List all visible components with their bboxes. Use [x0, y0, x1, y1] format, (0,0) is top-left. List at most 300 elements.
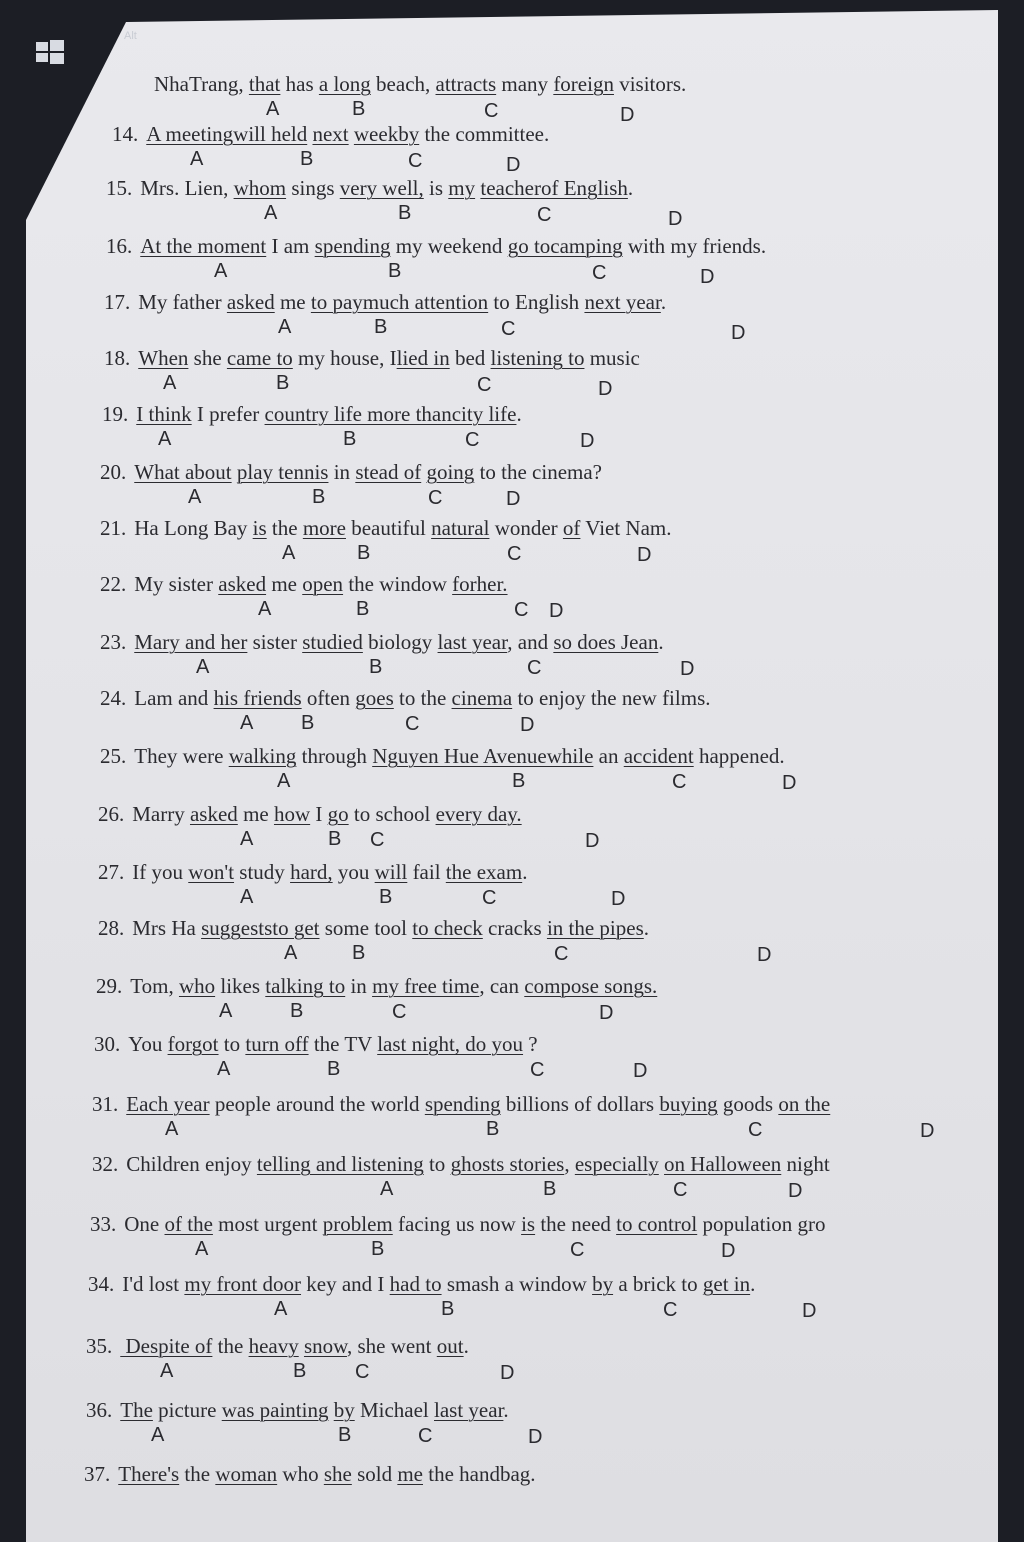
option-letter-a: A [240, 712, 254, 734]
text-segment: picture [152, 1398, 222, 1422]
text-segment: you [332, 860, 375, 884]
text-segment: One [124, 1212, 165, 1236]
text-segment: to enjoy the new films. [512, 686, 711, 710]
text-segment: through [296, 744, 373, 768]
text-segment: . [503, 1398, 509, 1422]
option-letter-d: D [528, 1425, 543, 1448]
text-segment: music [584, 346, 640, 370]
underlined-segment: last year [434, 1398, 504, 1422]
text-segment: Michael [354, 1398, 435, 1422]
underlined-segment: cinema [451, 686, 513, 710]
text-segment: Ha Long Bay [134, 516, 253, 540]
text-segment: , can [479, 974, 525, 998]
option-letter-a: A [240, 828, 254, 850]
text-segment: to school [348, 802, 436, 826]
option-letter-d: D [788, 1179, 803, 1202]
option-letter-c: C [554, 942, 569, 965]
question-line [86, 1334, 469, 1358]
option-letter-d: D [782, 771, 797, 794]
question-number: 31. [92, 1092, 119, 1116]
option-letter-b: B [486, 1118, 500, 1140]
underlined-segment: play tennis [236, 460, 329, 484]
underlined-segment: every day. [435, 802, 522, 826]
option-letter-a: A [195, 1238, 209, 1260]
option-letter-d: D [721, 1239, 736, 1262]
underlined-segment: walking [228, 744, 297, 768]
option-letter-d: D [599, 1001, 614, 1024]
option-letter-d: D [700, 266, 715, 288]
underlined-segment: What about [134, 460, 232, 484]
underlined-segment: hard, [290, 860, 333, 884]
text-segment: has [280, 72, 319, 96]
underlined-segment: accident [623, 744, 694, 768]
option-letter-b: B [374, 316, 388, 338]
underlined-segment: by [333, 1398, 355, 1422]
underlined-segment: had to [389, 1272, 442, 1296]
text-segment: . [627, 176, 634, 200]
option-letter-a: A [217, 1058, 231, 1080]
underlined-segment: to control [616, 1212, 698, 1236]
underlined-segment: lied in [396, 346, 450, 370]
underlined-segment: of [562, 516, 581, 540]
option-letter-a: A [151, 1424, 165, 1446]
text-segment: beautiful [345, 516, 432, 540]
text-segment: the committee. [419, 122, 550, 146]
text-segment: Mrs Ha [132, 916, 202, 940]
option-letter-c: C [748, 1118, 763, 1141]
option-letter-c: C [428, 486, 443, 509]
text-segment: Viet Nam. [580, 516, 672, 540]
text-segment: facing us now [392, 1212, 522, 1236]
text-segment: . [660, 290, 667, 314]
underlined-segment: so does Jean [553, 630, 659, 654]
text-segment: My sister [134, 572, 219, 596]
question-line [104, 290, 666, 314]
option-letter-c: C [484, 100, 499, 122]
option-letter-d: D [633, 1059, 648, 1082]
question-line [100, 516, 672, 540]
option-letter-d: D [580, 429, 595, 452]
text-segment: sold [351, 1462, 398, 1486]
underlined-segment: go [327, 802, 349, 826]
text-segment: population gro [697, 1212, 826, 1236]
text-segment: bed [449, 346, 491, 370]
question-number: 29. [96, 974, 123, 998]
option-letter-a: A [277, 770, 291, 792]
text-segment: study [234, 860, 291, 884]
text-segment: biology [362, 630, 438, 654]
text-segment: . [522, 860, 528, 884]
underlined-segment: especially [574, 1152, 659, 1176]
text-segment: to the [393, 686, 452, 710]
option-letter-d: D [611, 887, 626, 910]
question-number: 18. [104, 346, 131, 370]
underlined-segment: studied [302, 630, 363, 654]
question-number: 34. [88, 1272, 115, 1296]
option-letter-b: B [301, 712, 315, 734]
text-segment: a brick to [613, 1272, 703, 1296]
option-letter-d: D [506, 154, 521, 176]
text-segment: the [179, 1462, 216, 1486]
alt-key-label: Alt [124, 30, 137, 42]
underlined-segment: attracts [435, 72, 497, 96]
text-segment: me [237, 802, 274, 826]
text-segment: . [643, 916, 650, 940]
question-number: 20. [100, 460, 127, 484]
underlined-segment: spending [424, 1092, 501, 1116]
option-letter-c: C [592, 262, 607, 284]
text-segment: night [781, 1152, 830, 1176]
text-segment: sings [286, 176, 340, 200]
text-segment: NhaTrang, [154, 72, 249, 96]
option-letter-a: A [165, 1118, 179, 1140]
underlined-segment: to check [412, 916, 483, 940]
text-segment: to [218, 1032, 246, 1056]
text-segment: who [277, 1462, 324, 1486]
text-segment: I'd lost [122, 1272, 185, 1296]
option-letter-b: B [369, 656, 383, 678]
question-number: 30. [94, 1032, 121, 1056]
question-line [86, 1398, 509, 1422]
option-letter-b: B [328, 828, 342, 850]
question-line [92, 1152, 830, 1176]
underlined-segment: my free time [372, 974, 480, 998]
question-line [100, 460, 602, 484]
question-number: 36. [86, 1398, 113, 1422]
option-letter-c: C [465, 428, 480, 451]
underlined-segment: suggeststo get [201, 916, 320, 940]
text-segment: with my friends. [622, 234, 767, 258]
text-segment: key and I [301, 1272, 390, 1296]
question-line [104, 346, 640, 370]
text-segment: is [423, 176, 449, 200]
option-letter-d: D [620, 104, 635, 126]
option-letter-d: D [520, 713, 535, 736]
question-number: 19. [102, 402, 129, 426]
question-number: 27. [98, 860, 125, 884]
underlined-segment: heavy [248, 1334, 299, 1358]
option-letter-c: C [370, 828, 385, 851]
underlined-segment: whom [233, 176, 287, 200]
text-segment: to the cinema? [474, 460, 603, 484]
text-segment: , [564, 1152, 575, 1176]
question-line [106, 176, 633, 200]
text-segment: to English [488, 290, 585, 314]
underlined-segment: teacherof English [480, 176, 628, 200]
underlined-segment: she [323, 1462, 352, 1486]
option-letter-d: D [802, 1299, 817, 1322]
question-number: 24. [100, 686, 127, 710]
text-segment: she [188, 346, 227, 370]
text-segment: I prefer [191, 402, 265, 426]
underlined-segment: The [120, 1398, 153, 1422]
option-letter-b: B [371, 1238, 385, 1260]
option-letter-c: C [405, 712, 420, 735]
question-line [112, 122, 549, 146]
option-letter-a: A [264, 202, 278, 224]
underlined-segment: last year [437, 630, 508, 654]
text-segment: the [266, 516, 303, 540]
underlined-segment: talking to [265, 974, 346, 998]
underlined-segment: that [248, 72, 281, 96]
question-number: 15. [106, 176, 133, 200]
underlined-segment: forher. [452, 572, 508, 596]
question-line [98, 916, 649, 940]
text-segment: They were [134, 744, 229, 768]
question-number: 14. [112, 122, 139, 146]
text-segment: I [310, 802, 328, 826]
underlined-segment: There's [118, 1462, 180, 1486]
underlined-segment: next year [584, 290, 661, 314]
option-letter-a: A [188, 486, 202, 508]
question-number: 16. [106, 234, 133, 258]
option-letter-b: B [312, 486, 326, 508]
text-segment: If you [132, 860, 189, 884]
option-letter-d: D [598, 378, 613, 400]
option-letter-d: D [757, 943, 772, 966]
text-segment: the TV [308, 1032, 378, 1056]
underlined-segment: who [178, 974, 216, 998]
option-letter-c: C [673, 1178, 688, 1201]
question-number: 37. [84, 1462, 111, 1486]
text-segment: many [496, 72, 554, 96]
question-line [102, 402, 522, 426]
question-number: 21. [100, 516, 127, 540]
option-letter-c: C [477, 374, 492, 396]
underlined-segment: When [138, 346, 189, 370]
option-letter-a: A [163, 372, 177, 394]
option-letter-a: A [190, 148, 204, 170]
question-line [100, 572, 508, 596]
option-letter-c: C [507, 542, 522, 565]
underlined-segment: turn off [245, 1032, 309, 1056]
underlined-segment: Mary and her [134, 630, 248, 654]
text-segment: , and [507, 630, 554, 654]
option-letter-b: B [512, 770, 526, 792]
text-segment: me [274, 290, 311, 314]
question-line [146, 72, 686, 96]
underlined-segment: Nguyen Hue Avenuewhile [372, 744, 594, 768]
option-letter-a: A [274, 1298, 288, 1320]
text-segment: . [750, 1272, 756, 1296]
underlined-segment: snow [303, 1334, 347, 1358]
question-line [90, 1212, 826, 1236]
underlined-segment: by [592, 1272, 614, 1296]
text-segment: You [128, 1032, 168, 1056]
question-line [100, 630, 664, 654]
underlined-segment: open [302, 572, 344, 596]
option-letter-b: B [441, 1298, 455, 1320]
text-segment: the handbag. [423, 1462, 536, 1486]
underlined-segment: spending [314, 234, 391, 258]
text-segment: billions of dollars [500, 1092, 660, 1116]
option-letter-d: D [680, 657, 695, 680]
underlined-segment: compose songs. [524, 974, 658, 998]
option-letter-b: B [338, 1424, 352, 1446]
text-segment: often [301, 686, 356, 710]
underlined-segment: stead of [355, 460, 422, 484]
option-letter-c: C [537, 204, 552, 226]
underlined-segment: is [521, 1212, 536, 1236]
option-letter-b: B [276, 372, 290, 394]
question-line [98, 802, 522, 826]
underlined-segment: my front door [184, 1272, 302, 1296]
underlined-segment: next [312, 122, 349, 146]
text-segment: Lam and [134, 686, 214, 710]
option-letter-c: C [408, 150, 423, 172]
underlined-segment: foreign [553, 72, 614, 96]
underlined-segment: more [302, 516, 346, 540]
option-letter-c: C [501, 318, 516, 340]
option-letter-a: A [219, 1000, 233, 1022]
option-letter-a: A [214, 260, 228, 282]
option-letter-b: B [293, 1360, 307, 1382]
question-line [94, 1032, 538, 1056]
text-segment: My father [138, 290, 227, 314]
underlined-segment: go tocamping [507, 234, 623, 258]
text-segment: an [593, 744, 624, 768]
text-segment: visitors. [613, 72, 687, 96]
underlined-segment: on Halloween [664, 1152, 782, 1176]
option-letter-a: A [278, 316, 292, 338]
underlined-segment: woman [215, 1462, 278, 1486]
option-letter-d: D [500, 1361, 515, 1384]
text-segment: likes [215, 974, 266, 998]
text-segment: , she went [346, 1334, 437, 1358]
text-segment: wonder [489, 516, 563, 540]
text-segment: my house, I [292, 346, 397, 370]
underlined-segment: buying [659, 1092, 718, 1116]
underlined-segment: A meetingwill held [146, 122, 308, 146]
option-letter-c: C [570, 1238, 585, 1261]
text-segment: some tool [319, 916, 413, 940]
text-segment: the window [343, 572, 453, 596]
option-letter-b: B [300, 148, 314, 170]
option-letter-b: B [356, 598, 370, 620]
question-number: 22. [100, 572, 127, 596]
underlined-segment: forgot [167, 1032, 219, 1056]
text-segment: in [328, 460, 356, 484]
underlined-segment: asked [189, 802, 238, 826]
question-line [100, 686, 711, 710]
option-letter-c: C [418, 1424, 433, 1447]
option-letter-b: B [352, 98, 366, 120]
option-letter-d: D [668, 208, 683, 230]
text-segment: in [345, 974, 373, 998]
underlined-segment: asked [226, 290, 275, 314]
text-segment: cracks [482, 916, 547, 940]
question-line [84, 1462, 536, 1486]
option-letter-c: C [672, 770, 687, 793]
underlined-segment: Despite of [120, 1334, 213, 1358]
text-segment: beach, [370, 72, 436, 96]
text-segment: . [516, 402, 522, 426]
option-letter-c: C [663, 1298, 678, 1321]
text-segment: ? [523, 1032, 538, 1056]
text-segment: to [423, 1152, 451, 1176]
underlined-segment: weekby [353, 122, 420, 146]
option-letter-b: B [543, 1178, 557, 1200]
option-letter-b: B [290, 1000, 304, 1022]
underlined-segment: ghosts stories [450, 1152, 565, 1176]
option-letter-a: A [284, 942, 298, 964]
underlined-segment: the exam [445, 860, 523, 884]
question-number: 26. [98, 802, 125, 826]
option-letter-b: B [327, 1058, 341, 1080]
windows-logo-icon [36, 40, 64, 64]
underlined-segment: get in [702, 1272, 751, 1296]
option-letter-c: C [355, 1360, 370, 1383]
option-letter-b: B [352, 942, 366, 964]
option-letter-b: B [398, 202, 412, 224]
underlined-segment: on the [778, 1092, 831, 1116]
underlined-segment: of the [164, 1212, 213, 1236]
option-letter-a: A [380, 1178, 394, 1200]
text-segment: Marry [132, 802, 190, 826]
underlined-segment: a long [318, 72, 371, 96]
option-letter-d: D [585, 829, 600, 852]
text-segment: sister [247, 630, 303, 654]
underlined-segment: was painting [221, 1398, 329, 1422]
question-line [100, 744, 785, 768]
text-segment: me [266, 572, 303, 596]
text-segment: . [463, 1334, 469, 1358]
underlined-segment: problem [322, 1212, 393, 1236]
text-segment: fail [407, 860, 446, 884]
underlined-segment: me [397, 1462, 423, 1486]
option-letter-d: D [506, 487, 521, 510]
underlined-segment: natural [431, 516, 490, 540]
option-letter-a: A [240, 886, 254, 908]
underlined-segment: asked [218, 572, 267, 596]
text-segment: Children enjoy [126, 1152, 257, 1176]
text-segment: Mrs. Lien, [140, 176, 234, 200]
option-letter-a: A [258, 598, 272, 620]
underlined-segment: is [252, 516, 267, 540]
question-line [88, 1272, 755, 1296]
text-segment: the [212, 1334, 249, 1358]
underlined-segment: last night, do you [377, 1032, 524, 1056]
option-letter-d: D [731, 322, 746, 344]
question-number: 23. [100, 630, 127, 654]
underlined-segment: his friends [213, 686, 302, 710]
option-letter-c: C [482, 886, 497, 909]
option-letter-b: B [379, 886, 393, 908]
underlined-segment: will [374, 860, 408, 884]
text-segment: most urgent [212, 1212, 323, 1236]
underlined-segment: my [448, 176, 476, 200]
underlined-segment: out [436, 1334, 464, 1358]
option-letter-b: B [388, 260, 402, 282]
question-number: 32. [92, 1152, 119, 1176]
text-segment: smash a window [441, 1272, 593, 1296]
underlined-segment: going [426, 460, 475, 484]
option-letter-d: D [920, 1119, 935, 1142]
option-letter-b: B [357, 542, 371, 564]
question-number: 25. [100, 744, 127, 768]
text-segment: Tom, [130, 974, 179, 998]
option-letter-c: C [530, 1058, 545, 1081]
underlined-segment: I think [136, 402, 192, 426]
question-line [106, 234, 766, 258]
question-line [92, 1092, 830, 1116]
option-letter-a: A [196, 656, 210, 678]
underlined-segment: listening to [490, 346, 585, 370]
text-segment: people around the world [209, 1092, 425, 1116]
question-number: 35. [86, 1334, 113, 1358]
question-number: 17. [104, 290, 131, 314]
underlined-segment: came to [226, 346, 293, 370]
